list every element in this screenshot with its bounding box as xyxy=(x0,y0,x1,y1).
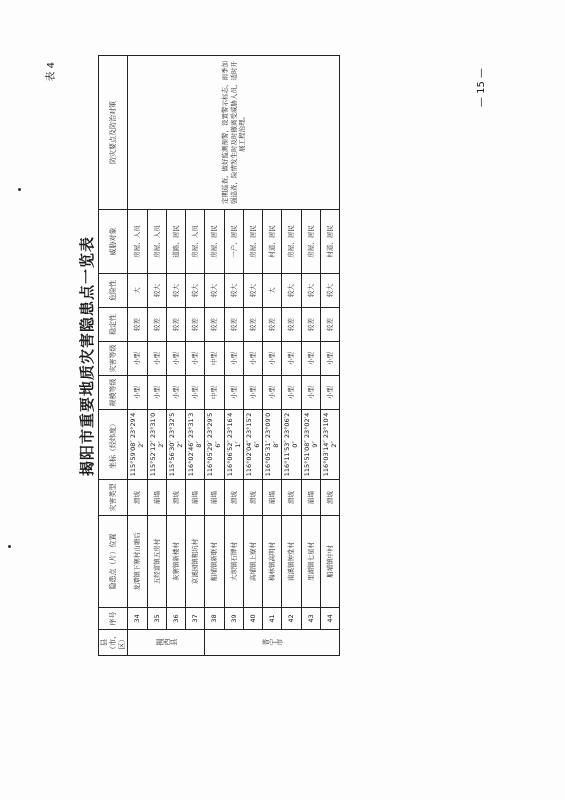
hazard-type-cell: 崩塌 xyxy=(147,480,166,516)
header-seq: 序号 xyxy=(99,608,128,630)
location-cell: 船埔镇新联村 xyxy=(205,516,224,608)
seq-cell: 43 xyxy=(301,608,320,630)
stability-cell: 较差 xyxy=(186,308,205,342)
scale-cell: 小型 xyxy=(243,376,262,410)
stability-cell: 较差 xyxy=(243,308,262,342)
threat-object-cell: 道路、居民 xyxy=(166,210,185,274)
header-stability: 稳定性 xyxy=(99,308,128,342)
header-danger: 危险性 xyxy=(99,274,128,308)
location-cell: 大坝镇石牌村 xyxy=(224,516,243,608)
threat-group-cell: 小型 xyxy=(263,342,282,376)
coords-cell: 115°56′30″ 23°32′52″ xyxy=(166,410,185,480)
hazard-type-cell: 滑坡 xyxy=(224,480,243,516)
threat-group-cell: 小型 xyxy=(147,342,166,376)
coords-cell: 116°03′14″ 23°10′42″ xyxy=(320,410,339,480)
threat-group-cell: 小型 xyxy=(224,342,243,376)
header-threat-group: 灾害等级 xyxy=(99,342,128,376)
stability-cell: 较差 xyxy=(320,308,339,342)
location-cell: 京溪园镇粗坑村 xyxy=(186,516,205,608)
coords-cell: 115°51′08″ 23°02′49″ xyxy=(301,410,320,480)
threat-object-cell: 房屋、人员 xyxy=(147,210,166,274)
scale-cell: 小型 xyxy=(263,376,282,410)
threat-group-cell: 中型 xyxy=(205,342,224,376)
danger-cell: 较大 xyxy=(320,274,339,308)
hazard-type-cell: 滑坡 xyxy=(166,480,185,516)
seq-cell: 38 xyxy=(205,608,224,630)
header-region: 县（市、区） xyxy=(99,630,128,656)
scale-cell: 小型 xyxy=(186,376,205,410)
hazard-type-cell: 崩塌 xyxy=(263,480,282,516)
danger-cell: 较大 xyxy=(205,274,224,308)
coords-cell: 115°59′08″ 23°29′42″ xyxy=(128,410,147,480)
threat-object-cell: 房屋、人员 xyxy=(128,210,147,274)
threat-object-cell: 村道、居民 xyxy=(320,210,339,274)
table-row xyxy=(128,56,147,656)
page-number: — 15 — xyxy=(476,68,487,108)
header-threat-object: 威胁对象 xyxy=(99,210,128,274)
scale-cell: 小型 xyxy=(128,376,147,410)
danger-cell: 较大 xyxy=(243,274,262,308)
stability-cell: 较差 xyxy=(147,308,166,342)
scale-cell: 小型 xyxy=(282,376,301,410)
rotated-sheet xyxy=(46,56,487,656)
hazard-type-cell: 崩塌 xyxy=(205,480,224,516)
seq-cell: 41 xyxy=(263,608,282,630)
coords-cell: 116°05′31″ 23°09′08″ xyxy=(263,410,282,480)
scale-cell: 小型 xyxy=(301,376,320,410)
header-hazard-type: 灾害类型 xyxy=(99,480,128,516)
threat-object-cell: 房屋、居民 xyxy=(301,210,320,274)
threat-group-cell: 小型 xyxy=(186,342,205,376)
coords-cell: 116°11′53″ 23°06′20″ xyxy=(282,410,301,480)
table-header-row xyxy=(99,56,128,656)
location-cell: 灰寨镇新楼村 xyxy=(166,516,185,608)
seq-cell: 37 xyxy=(186,608,205,630)
scale-cell: 小型 xyxy=(166,376,185,410)
threat-object-cell: 房屋、居民 xyxy=(205,210,224,274)
location-cell: 高埔镇上寮村 xyxy=(243,516,262,608)
header-scale: 规模等级 xyxy=(99,376,128,410)
seq-cell: 36 xyxy=(166,608,185,630)
danger-cell: 大 xyxy=(128,274,147,308)
location-cell: 五经富镇五房村 xyxy=(147,516,166,608)
coords-cell: 116°02′04″ 23°15′26″ xyxy=(243,410,262,480)
seq-cell: 42 xyxy=(282,608,301,630)
scan-speck xyxy=(18,188,21,191)
seq-cell: 40 xyxy=(243,608,262,630)
stability-cell: 较差 xyxy=(301,308,320,342)
scan-speck xyxy=(8,545,11,548)
threat-object-cell: 房屋、居民 xyxy=(282,210,301,274)
header-measures: 防灾要点及防治对策 xyxy=(99,56,128,210)
threat-group-cell: 小型 xyxy=(243,342,262,376)
measures-cell: 定期巡查，做好监测预警，设置警示标志，雨季加强巡查，险情发生时及时撤离受威胁人员，适时开展工程治理。 xyxy=(128,56,340,210)
coords-cell: 116°06′52″ 23°16′41″ xyxy=(224,410,243,480)
scale-cell: 小型 xyxy=(224,376,243,410)
location-cell: 龙潭镇下寨村山塘后 xyxy=(128,516,147,608)
danger-cell: 较大 xyxy=(147,274,166,308)
document-title: 揭阳市重要地质灾害隐患点一览表 xyxy=(78,236,96,477)
threat-group-cell: 小型 xyxy=(166,342,185,376)
scale-cell: 小型 xyxy=(320,376,339,410)
location-cell: 船埔镇中村 xyxy=(320,516,339,608)
danger-cell: 较大 xyxy=(166,274,185,308)
danger-cell: 较大 xyxy=(224,274,243,308)
seq-cell: 35 xyxy=(147,608,166,630)
danger-cell: 大 xyxy=(263,274,282,308)
stability-cell: 较差 xyxy=(166,308,185,342)
coords-cell: 116°05′29″ 23°29′56″ xyxy=(205,410,224,480)
location-cell: 梅林镇高明村 xyxy=(263,516,282,608)
threat-object-cell: 房屋、人员 xyxy=(186,210,205,274)
hazard-type-cell: 滑坡 xyxy=(282,480,301,516)
seq-cell: 44 xyxy=(320,608,339,630)
stability-cell: 较差 xyxy=(263,308,282,342)
stability-cell: 较差 xyxy=(224,308,243,342)
coords-cell: 116°02′46″ 23°31′38″ xyxy=(186,410,205,480)
hazard-type-cell: 滑坡 xyxy=(128,480,147,516)
table-label: 表 4 xyxy=(46,62,57,82)
scale-cell: 小型 xyxy=(147,376,166,410)
seq-cell: 39 xyxy=(224,608,243,630)
threat-group-cell: 小型 xyxy=(320,342,339,376)
region-cell: 揭西县 xyxy=(128,630,205,656)
threat-object-cell: 村道、居民 xyxy=(263,210,282,274)
stability-cell: 较差 xyxy=(282,308,301,342)
location-cell: 南溪镇钟堂村 xyxy=(282,516,301,608)
threat-group-cell: 小型 xyxy=(282,342,301,376)
threat-object-cell: 一户、居民 xyxy=(224,210,243,274)
threat-group-cell: 小型 xyxy=(128,342,147,376)
header-location: 隐患点（片）位置 xyxy=(99,516,128,608)
threat-object-cell: 房屋、居民 xyxy=(243,210,262,274)
coords-cell: 115°52′12″ 23°31′02″ xyxy=(147,410,166,480)
danger-cell: 较大 xyxy=(186,274,205,308)
hazard-table xyxy=(98,55,340,656)
hazard-type-cell: 崩塌 xyxy=(186,480,205,516)
danger-cell: 较大 xyxy=(282,274,301,308)
stability-cell: 较差 xyxy=(205,308,224,342)
location-cell: 里湖镇七星村 xyxy=(301,516,320,608)
region-cell: 普宁市 xyxy=(205,630,340,656)
seq-cell: 34 xyxy=(128,608,147,630)
hazard-type-cell: 滑坡 xyxy=(320,480,339,516)
threat-group-cell: 小型 xyxy=(301,342,320,376)
header-coords: 坐标（经纬度） xyxy=(99,410,128,480)
hazard-type-cell: 崩塌 xyxy=(301,480,320,516)
scale-cell: 中型 xyxy=(205,376,224,410)
hazard-type-cell: 滑坡 xyxy=(243,480,262,516)
stability-cell: 较差 xyxy=(128,308,147,342)
danger-cell: 较大 xyxy=(301,274,320,308)
